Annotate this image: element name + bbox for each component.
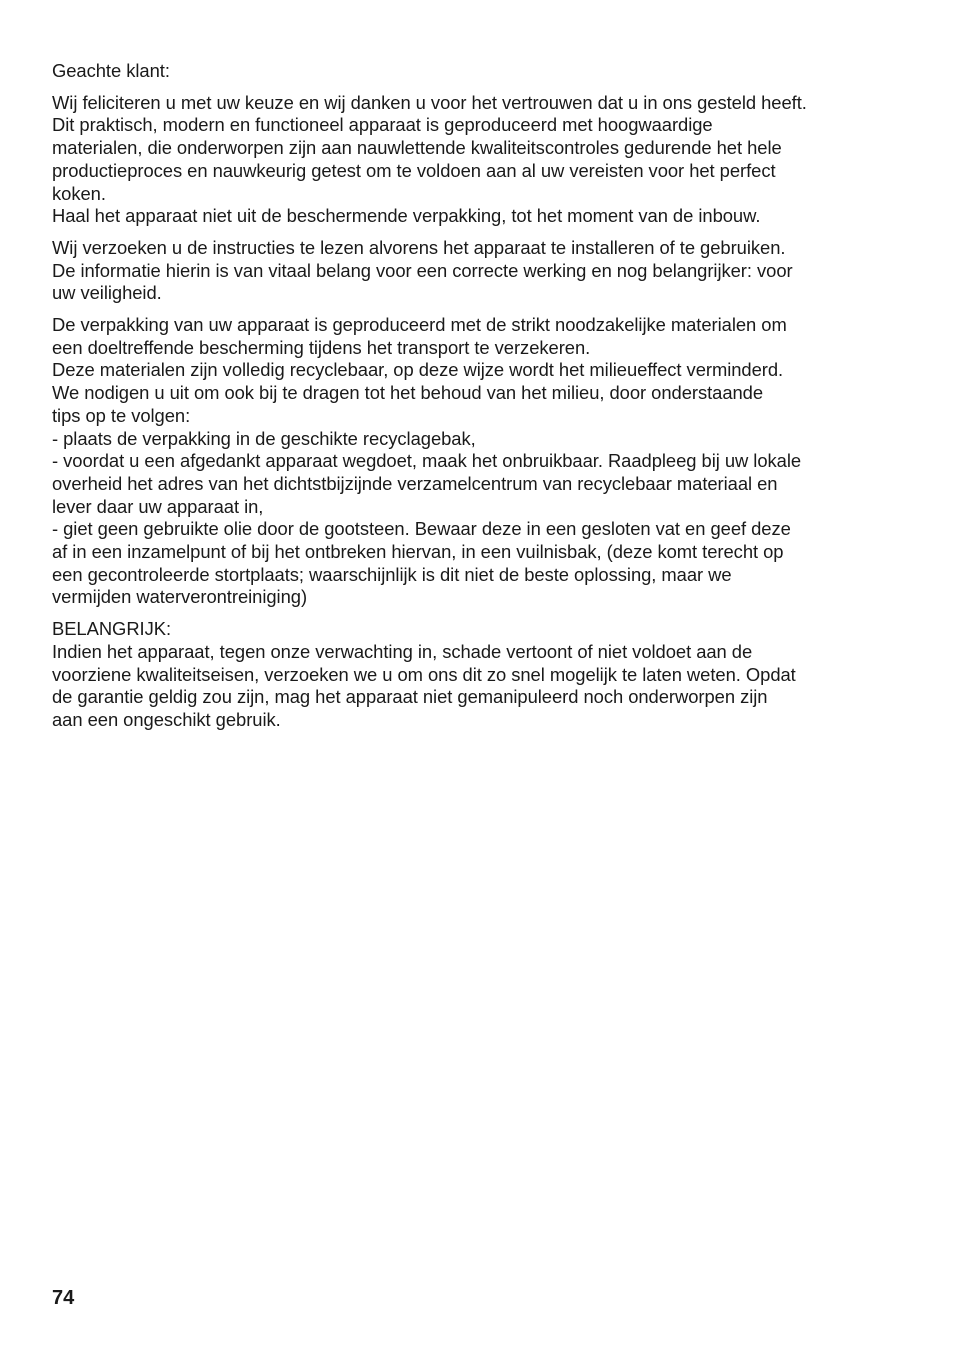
text-line: Haal het apparaat niet uit de beschermende verpakking, tot het moment van de inbouw.: [52, 205, 761, 227]
text-line: - giet geen gebruikte olie door de gootsteen. Bewaar deze in een gesloten vat en geef deze: [52, 518, 791, 540]
paragraph: [52, 60, 908, 83]
text-line: de garantie geldig zou zijn, mag het apparaat niet gemanipuleerd noch onderworpen zijn: [52, 686, 768, 708]
text-line: uw veiligheid.: [52, 282, 162, 304]
text-line: een doeltreffende bescherming tijdens het transport te verzekeren.: [52, 336, 591, 358]
text-line: vermijden waterverontreiniging): [52, 586, 308, 608]
text-line: overheid het adres van het dichtstbijzijnde verzamelcentrum van recyclebaar materiaal en: [52, 472, 778, 494]
paragraph: [52, 618, 908, 732]
text-line: productieproces en nauwkeurig getest om te voldoen aan al uw vereisten voor het perfect: [52, 159, 776, 181]
text-line: Dit praktisch, modern en functioneel apparaat is geproduceerd met hoogwaardige: [52, 114, 713, 136]
text-line: koken.: [52, 182, 106, 204]
text-line: een gecontroleerde stortplaats; waarschijnlijk is dit niet de beste oplossing, maar we: [52, 563, 732, 585]
text-line: aan een ongeschikt gebruik.: [52, 708, 281, 730]
text-line: - plaats de verpakking in de geschikte recyclagebak,: [52, 427, 476, 449]
text-line: materialen, die onderworpen zijn aan nauwlettende kwaliteitscontroles gedurende het hele: [52, 137, 782, 159]
text-line: tips op te volgen:: [52, 404, 191, 426]
text-line: Deze materialen zijn volledig recyclebaar, op deze wijze wordt het milieueffect verminderd.: [52, 359, 784, 381]
text-line: af in een inzamelpunt of bij het ontbreken hiervan, in een vuilnisbak, (deze komt terecht op: [52, 541, 784, 563]
text-line: Wij feliciteren u met uw keuze en wij danken u voor het vertrouwen dat u in ons gesteld heeft.: [52, 91, 807, 113]
text-line: - voordat u een afgedankt apparaat wegdoet, maak het onbruikbaar. Raadpleeg bij uw lokale: [52, 450, 802, 472]
text-line: Geachte klant:: [52, 60, 170, 81]
page-number: 74: [52, 1287, 75, 1309]
text-line: De informatie hierin is van vitaal belang voor een correcte werking en nog belangrijker: voor: [52, 259, 793, 281]
text-line: lever daar uw apparaat in,: [52, 495, 264, 517]
text-line: voorziene kwaliteitseisen, verzoeken we u om ons dit zo snel mogelijk te laten weten. Opdat: [52, 663, 796, 685]
text-line: De verpakking van uw apparaat is geproduceerd met de strikt noodzakelijke materialen om: [52, 314, 787, 336]
paragraph: [52, 314, 908, 609]
text-line: Indien het apparaat, tegen onze verwachting in, schade vertoont of niet voldoet aan de: [52, 640, 753, 662]
text-line: Wij verzoeken u de instructies te lezen alvorens het apparaat te installeren of te gebruiken.: [52, 236, 786, 258]
text-line: BELANGRIJK:: [52, 618, 172, 640]
paragraph: [52, 237, 908, 305]
text-line: We nodigen u uit om ook bij te dragen tot het behoud van het milieu, door onderstaande: [52, 382, 764, 404]
paragraph: [52, 92, 908, 228]
document-body: [52, 60, 908, 741]
